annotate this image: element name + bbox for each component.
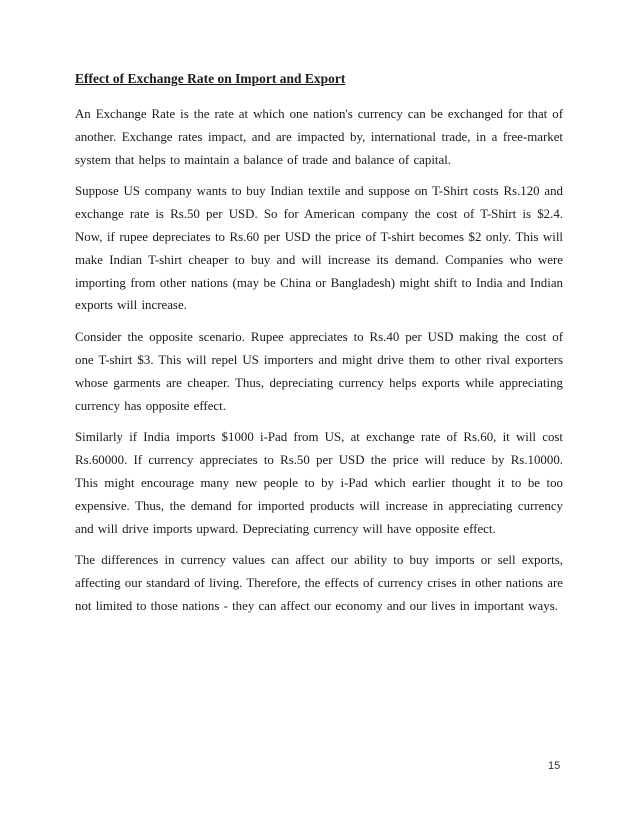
paragraph-import-example: Similarly if India imports $1000 i-Pad from US, at exchange rate of Rs.60, it will cost Rs.60000. If currency appreciates to Rs.50 per USD the price will reduce by Rs.10000. This might encourage many new people to by i-Pad which earlier thought it to be too expensive. Thus, the demand for imported products will increase in appreciating currency and will drive imports upward. Depreciating currency will have opposite effect.: [75, 430, 563, 536]
page-content: [75, 70, 563, 627]
paragraph-depreciation-example: Suppose US company wants to buy Indian textile and suppose on T-Shirt costs Rs.120 and exchange rate is Rs.50 per USD. So for American company the cost of T-Shirt is $2.4. Now, if rupee depreciates to Rs.60 per USD the price of T-shirt becomes $2 only. This will make Indian T-shirt cheaper to buy and will increase its demand. Companies who were importing from other nations (may be China or Bangladesh) might shift to India and Indian exports will increase.: [75, 184, 563, 313]
paragraph-exchange-rate-definition: An Exchange Rate is the rate at which one nation's currency can be exchanged for that of another. Exchange rates impact, and are impacted by, international trade, in a free-market system that helps to maintain a balance of trade and balance of capital.: [75, 107, 563, 167]
paragraph-appreciation-scenario: Consider the opposite scenario. Rupee appreciates to Rs.40 per USD making the cost of one T-shirt $3. This will repel US importers and might drive them to other rival exporters whose garments are cheaper. Thus, depreciating currency helps exports while appreciating currency has opposite effect.: [75, 330, 563, 413]
paragraph-conclusion: The differences in currency values can affect our ability to buy imports or sell exports, affecting our standard of living. Therefore, the effects of currency crises in other nations are not limited to those nations - they can affect our economy and our lives in important ways.: [75, 553, 563, 613]
section-heading: Effect of Exchange Rate on Import and Export: [75, 71, 346, 86]
page-number: 15: [548, 760, 561, 772]
